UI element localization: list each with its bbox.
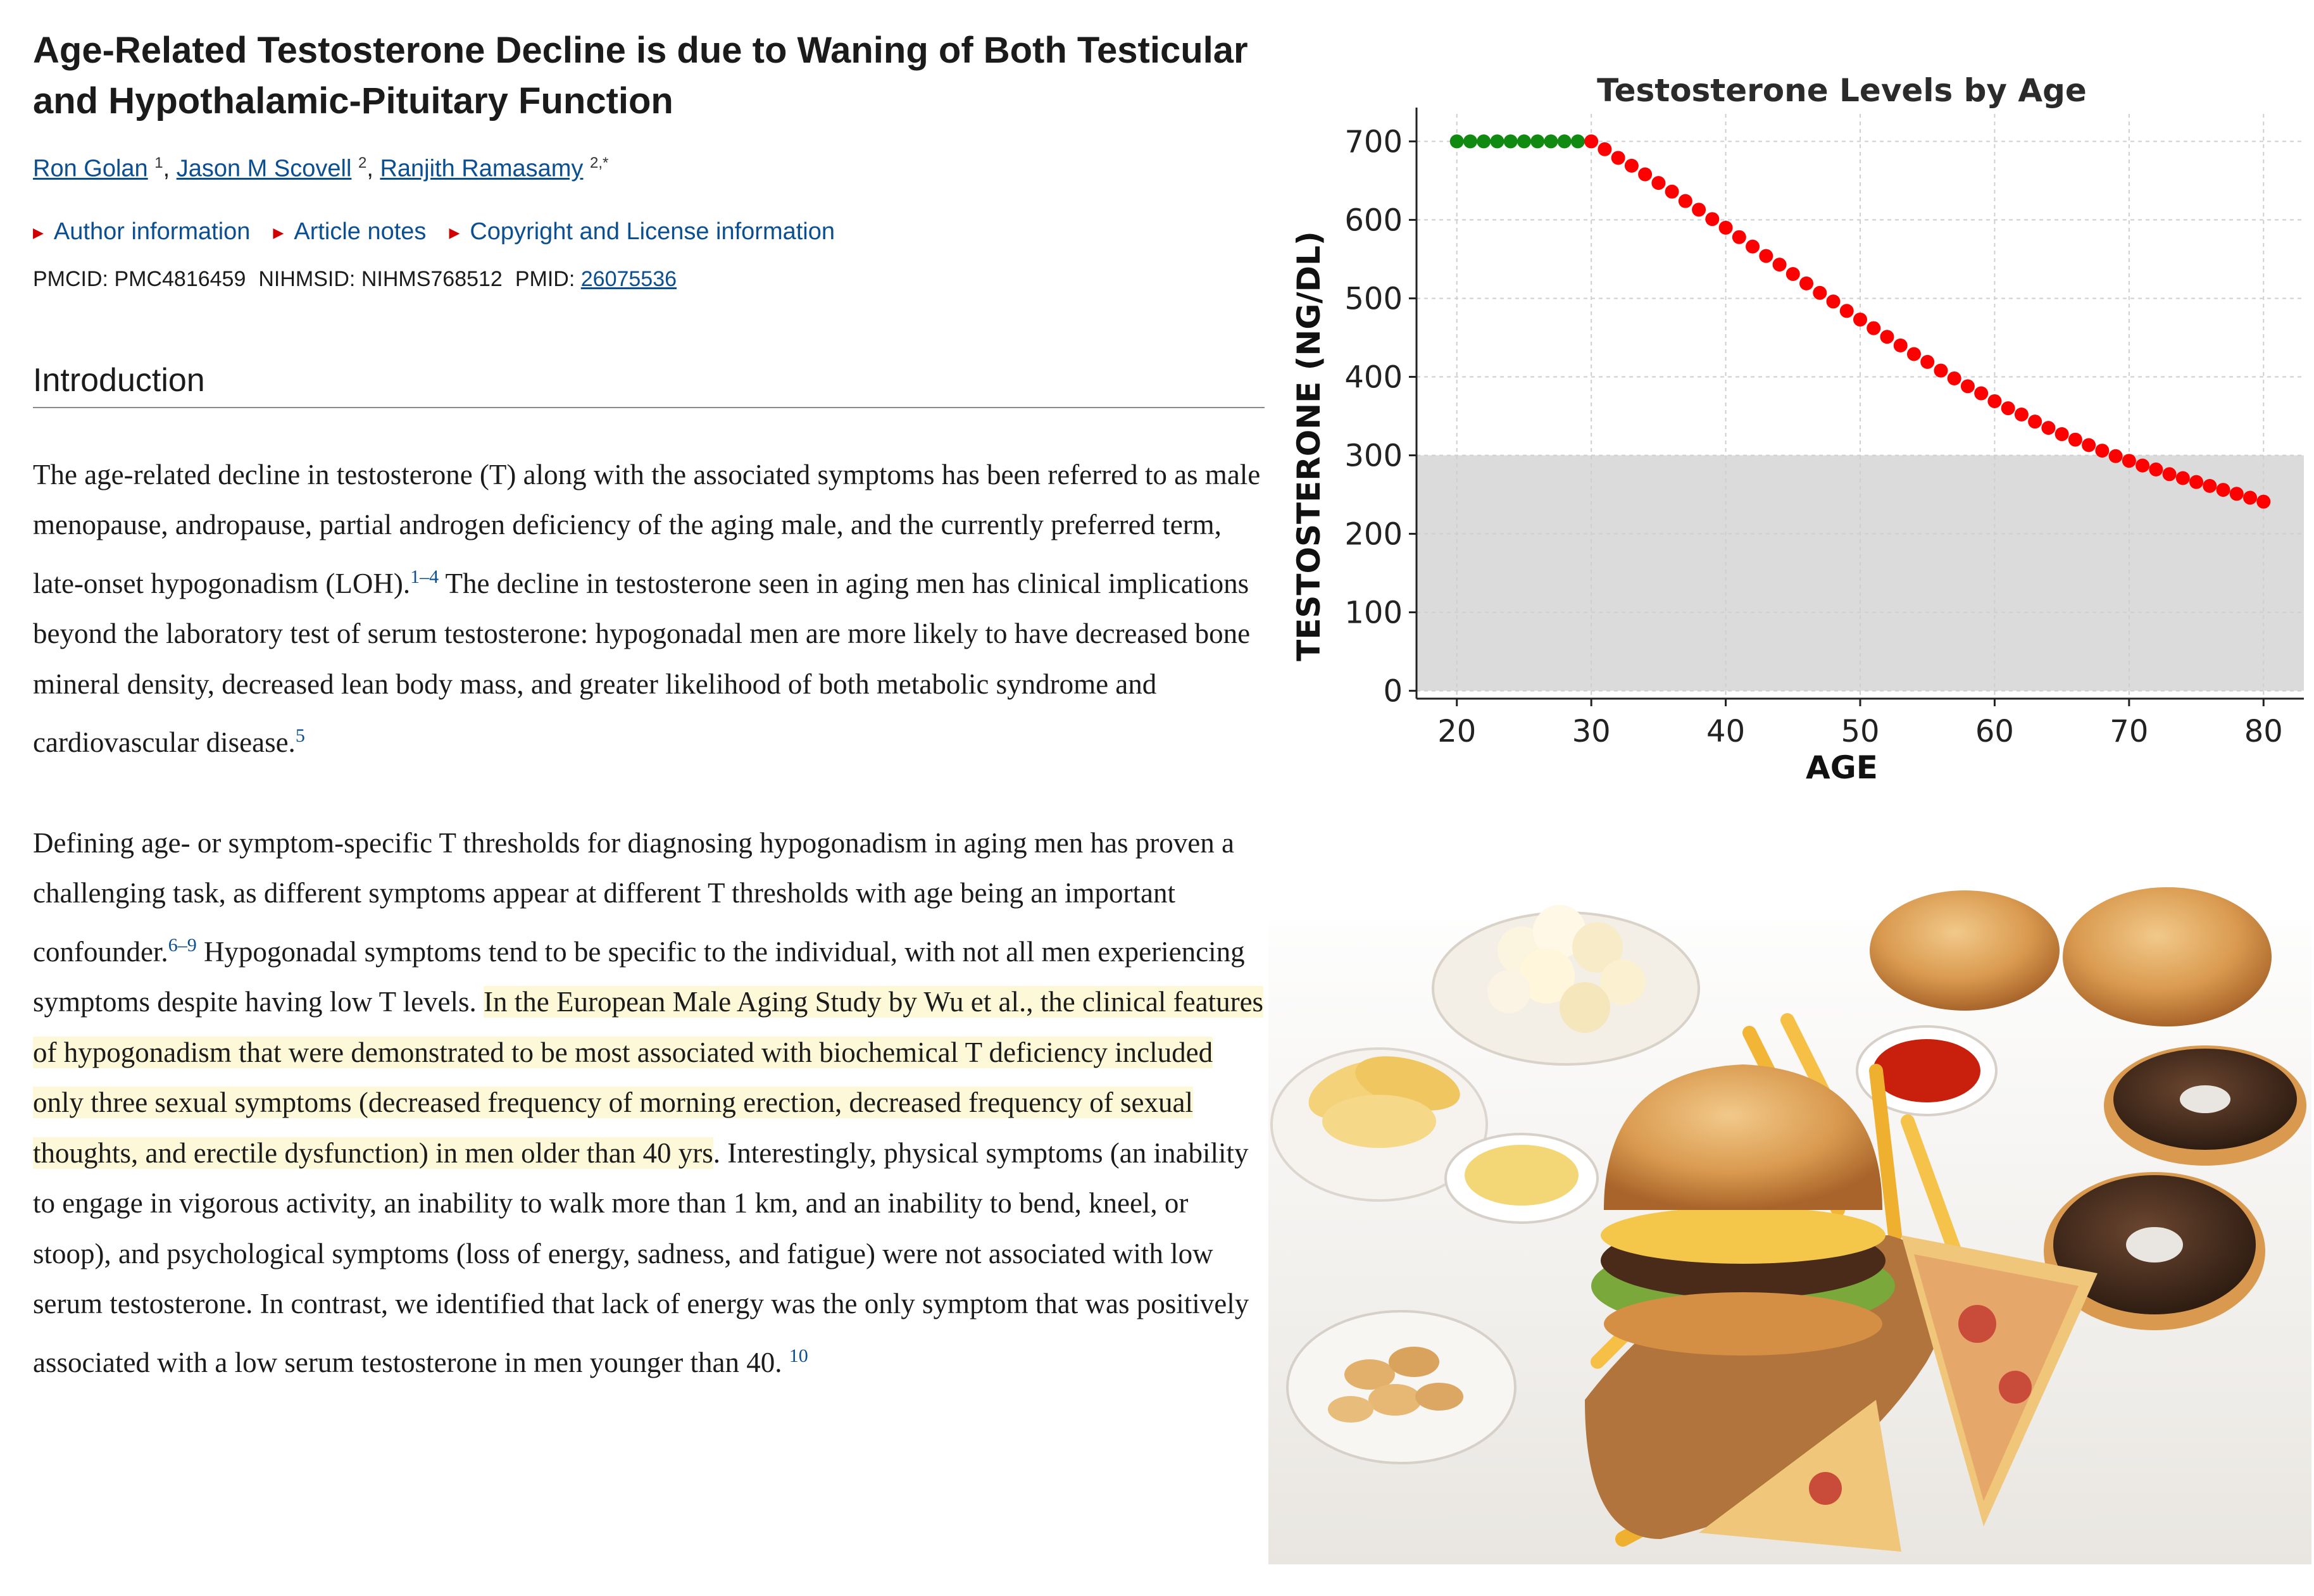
burger <box>1591 1064 1895 1356</box>
x-tick-label: 60 <box>1975 714 2014 749</box>
author-list: Ron Golan $^1$, Jason M Scovell $^2$, Ranjith Ramasamy $^{2,*}$ <box>33 154 609 182</box>
data-point-declining <box>2176 471 2190 485</box>
data-point-declining <box>1651 176 1665 190</box>
data-point-declining <box>1987 394 2001 408</box>
x-tick-label: 30 <box>1572 714 1611 749</box>
donut-right-top <box>2104 1045 2306 1166</box>
pmid-link[interactable]: 26075536 <box>580 266 677 291</box>
data-point-declining <box>1827 294 1841 308</box>
data-point-declining <box>2243 490 2257 504</box>
data-point-declining <box>1732 230 1746 244</box>
reference-link[interactable]: 10 <box>789 1345 808 1366</box>
data-point-declining <box>1799 277 1813 290</box>
data-point-declining <box>1934 364 1948 378</box>
author-link[interactable]: Ron Golan <box>33 155 148 182</box>
data-point-declining <box>2028 415 2042 428</box>
data-point-declining <box>2041 421 2055 435</box>
data-point-declining <box>1759 249 1773 263</box>
data-point-declining <box>1719 221 1733 235</box>
fast-food-photo <box>1268 881 2311 1564</box>
data-point-declining <box>2055 427 2069 441</box>
article-notes-link[interactable]: ▶ Article notes <box>273 218 427 245</box>
data-point-stable <box>1517 134 1531 148</box>
y-tick-label: 400 <box>1344 359 1403 396</box>
data-point-declining <box>1746 240 1760 254</box>
reference-link[interactable]: 6–9 <box>168 934 197 956</box>
data-point-declining <box>1948 371 1961 385</box>
y-tick-label: 300 <box>1344 438 1403 474</box>
author-information-link[interactable]: ▶ Author information <box>33 218 251 245</box>
data-point-declining <box>2230 487 2244 501</box>
reference-link[interactable]: 1–4 <box>410 566 439 587</box>
y-tick-label: 600 <box>1344 203 1403 239</box>
data-point-declining <box>2082 438 2096 452</box>
article-identifiers: PMCID: PMC4816459 NIHMSID: NIHMS768512 PMID: 26075536 <box>33 266 677 291</box>
data-point-declining <box>2109 449 2123 463</box>
x-tick-label: 20 <box>1437 714 1477 749</box>
data-point-declining <box>1692 203 1706 216</box>
data-point-declining <box>1840 304 1854 318</box>
author-link[interactable]: Ranjith Ramasamy <box>380 155 584 182</box>
data-point-declining <box>1907 347 1921 361</box>
y-tick-label: 700 <box>1344 124 1403 160</box>
article-meta-links <box>33 218 1267 246</box>
data-point-declining <box>2163 467 2177 481</box>
data-point-stable <box>1558 134 1572 148</box>
y-tick-labels <box>1344 124 1417 709</box>
data-point-stable <box>1490 134 1504 148</box>
y-tick-label: 200 <box>1344 516 1403 552</box>
data-point-declining <box>1974 387 1988 401</box>
data-point-declining <box>1638 168 1652 182</box>
data-point-declining <box>1705 212 1719 226</box>
paragraph-1: The age-related decline in testosterone (T) along with the associated symptoms has been referred to as male menopause, andropause, partial androgen deficiency of the aging male, and the currently preferred term, late-onset hypogonadism (LOH).$^{1-4}$ The decline in testosterone seen in aging men has clinical implications beyond the laboratory test of serum testosterone: hypogonadal men are more likely to have decreased bone mineral density, decreased lean body mass, and greater likelihood of both metabolic syndrome and cardiovascular disease.$^5$ <box>33 458 1261 759</box>
data-point-declining <box>1679 194 1692 208</box>
data-point-declining <box>2203 479 2217 493</box>
data-point-declining <box>2122 454 2136 468</box>
data-point-declining <box>2217 483 2230 497</box>
testosterone-chart <box>1272 44 2310 804</box>
data-point-declining <box>1867 321 1880 335</box>
x-tick-labels <box>1437 699 2283 749</box>
author-affiliation: 2,* <box>590 154 609 171</box>
y-axis-label: TESTOSTERONE (NG/DL) <box>1291 231 1327 661</box>
data-point-declining <box>1611 151 1625 165</box>
data-point-declining <box>1813 286 1827 300</box>
data-point-declining <box>1880 330 1894 344</box>
chart-title: Testosterone Levels by Age <box>1597 72 2087 109</box>
author-affiliation: 2 <box>358 154 367 171</box>
article-panel <box>33 25 1267 1388</box>
triangle-right-icon: ▶ <box>33 224 44 240</box>
data-point-stable <box>1544 134 1558 148</box>
x-axis-label: AGE <box>1806 749 1878 786</box>
nihmsid-value: NIHMS768512 <box>361 266 503 291</box>
data-point-declining <box>1665 185 1679 199</box>
x-tick-label: 40 <box>1706 714 1746 749</box>
data-point-declining <box>1598 142 1611 156</box>
peanuts-bowl <box>1287 1311 1515 1463</box>
y-tick-label: 100 <box>1344 595 1403 631</box>
mustard-bowl <box>1446 1134 1598 1223</box>
author-affiliation: 1 <box>154 154 163 171</box>
data-point-declining <box>1920 355 1934 369</box>
copyright-link[interactable]: ▶ Copyright and License information <box>449 218 835 245</box>
data-point-declining <box>2149 463 2163 477</box>
x-tick-label: 50 <box>1841 714 1880 749</box>
x-tick-label: 80 <box>2244 714 2283 749</box>
y-tick-label: 500 <box>1344 281 1403 317</box>
data-point-stable <box>1463 134 1477 148</box>
data-point-declining <box>1773 258 1787 271</box>
paragraph-2: Defining age- or symptom-specific T thresholds for diagnosing hypogonadism in aging men has proven a challenging task, as different symptoms appear at different T thresholds with age being an important confounder.$^{6-9}$ Hypogonadal symptoms tend to be specific to the individual, with not all men experiencing symptoms despite having low T levels. In the European Male Aging Study by Wu et al., the clinical features of hypogonadism that were demonstrated to be most associated with biochemical T deficiency included only three sexual symptoms (decreased frequency of morning erection, decreased frequency of sexual thoughts, and erectile dysfunction) in men older than 40 yrs. Interestingly, physical symptoms (an inability to engage in vigorous activity, an inability to walk more than 1 km, and an inability to bend, kneel, or stoop), and psychological symptoms (loss of energy, sadness, and fatigue) were not associated with low serum testosterone. In contrast, we identified that lack of energy was the only symptom that was positively associated with a low serum testosterone in men younger than 40. $^{10}$ <box>33 826 1264 1378</box>
data-point-declining <box>2095 444 2109 458</box>
data-point-declining <box>2001 401 2015 415</box>
data-point-declining <box>2136 459 2149 473</box>
data-point-stable <box>1450 134 1464 148</box>
data-point-declining <box>1786 267 1800 281</box>
data-point-stable <box>1530 134 1544 148</box>
section-heading: Introduction <box>33 361 1265 408</box>
data-point-declining <box>2015 408 2029 421</box>
data-point-declining <box>1894 339 1908 352</box>
data-point-declining <box>1584 134 1598 148</box>
data-point-declining <box>2068 433 2082 447</box>
y-tick-label: 0 <box>1383 673 1403 709</box>
pmcid-value: PMC4816459 <box>114 266 246 291</box>
reference-link[interactable]: 5 <box>295 725 305 747</box>
data-point-declining <box>1625 159 1639 173</box>
data-point-declining <box>1961 379 1975 393</box>
article-title: Age-Related Testosterone Decline is due to Waning of Both Testicular and Hypothalamic-Pituitary Function <box>33 30 1248 122</box>
data-point-stable <box>1477 134 1491 148</box>
data-point-declining <box>2189 475 2203 489</box>
data-point-stable <box>1504 134 1518 148</box>
data-point-declining <box>2256 495 2270 509</box>
data-point-stable <box>1571 134 1585 148</box>
triangle-right-icon: ▶ <box>449 224 460 240</box>
author-link[interactable]: Jason M Scovell <box>176 155 352 182</box>
data-point-declining <box>1853 313 1867 327</box>
x-tick-label: 70 <box>2110 714 2149 749</box>
highlighted-text: In the European Male Aging Study by Wu et al., the clinical features of hypogonadism that were demonstrated to be most associated with biochemical T deficiency included only three sexual symptoms (decreased frequency of morning erection, decreased frequency of sexual thoughts, and erectile dysfunction) in men older than 40 yrs <box>33 986 1264 1169</box>
triangle-right-icon: ▶ <box>273 224 284 240</box>
